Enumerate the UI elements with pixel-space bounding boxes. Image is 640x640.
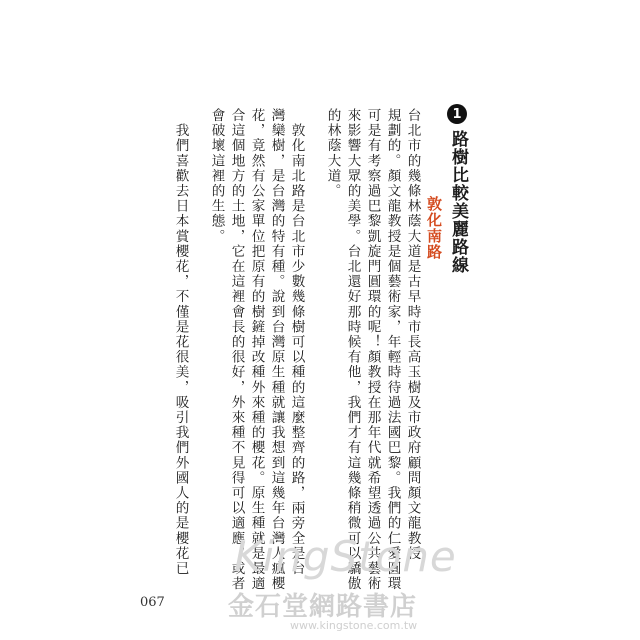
watermark-brand: KingStone	[234, 532, 457, 581]
text-column: 我們喜歡去日本賞櫻花，不僅是花很美，吸引我們外國人的是櫻花已	[172, 108, 189, 577]
text-column: 規劃的。顏文龍教授是個藝術家，年輕時待過法國巴黎。我們的仁愛圓環	[384, 108, 401, 592]
text-column: 來影響大眾的美學。台北還好那時候有他，我們才有這幾條稍微可以驕傲	[344, 108, 361, 592]
text-column: 敦化南北路是台北市少數幾條樹可以種的這麼整齊的路，兩旁全是台	[288, 108, 305, 577]
section-subtitle: 敦化南路	[425, 196, 443, 260]
chapter-title: 路樹比較美麗路線	[448, 130, 468, 274]
text-column: 灣欒樹，是台灣的特有種。說到台灣原生種就讓我想到這幾年台灣人瘋櫻	[268, 108, 285, 592]
text-column: 合這個地方的土地，它在這裡會長的很好，外來種不見得可以適應，或者	[228, 108, 245, 592]
page-number: 067	[140, 595, 165, 610]
watermark-url: www.kingstone.com.tw	[290, 619, 418, 632]
text-column: 台北市的幾條林蔭大道是古早時市長高玉樹及市政府顧問顏文龍教授	[404, 108, 421, 561]
text-column: 花，竟然有公家單位把原有的樹鏟掉改種外來種的櫻花。原生種就是最適	[248, 108, 265, 592]
text-column: 會破壞這裡的生態。	[208, 108, 225, 244]
text-column: 可是有考察過巴黎凱旋門圓環的呢！顏教授在那年代就希望透過公共藝術	[364, 108, 381, 592]
watermark-chinese: 金石堂網路書店	[228, 592, 418, 622]
text-column: 的林蔭大道。	[324, 108, 341, 199]
chapter-number-badge: 1	[447, 104, 467, 124]
